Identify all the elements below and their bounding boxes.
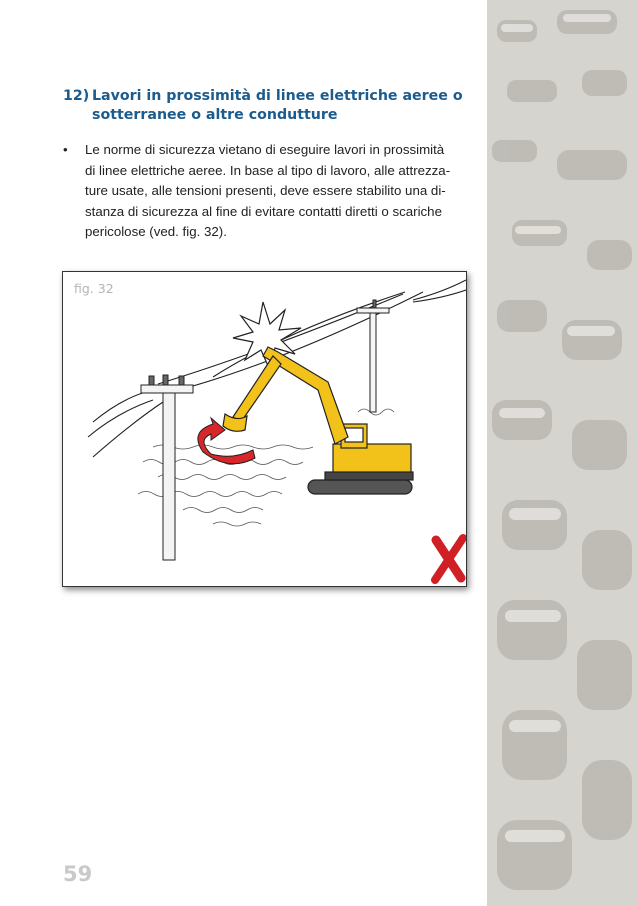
near-utility-pole xyxy=(141,375,193,560)
bullet-text xyxy=(85,140,480,243)
excavator-near-power-line-illustration xyxy=(63,272,466,586)
bullet-line: stanza di sicurezza al fine di evitare contatti diretti o scariche xyxy=(85,203,442,219)
forbidden-x-mark xyxy=(435,538,463,580)
excavator xyxy=(223,347,413,494)
bullet-line: Le norme di sicurezza vietano di eseguire lavori in prossimità xyxy=(85,142,445,157)
figure-32 xyxy=(62,271,467,587)
section-title-line1: Lavori in prossimità di linee elettriche aeree o xyxy=(92,88,463,104)
section-title-line2: sotterranee o altre condutture xyxy=(92,107,338,123)
sand-texture-strip xyxy=(487,0,638,906)
page-number: 59 xyxy=(63,862,93,886)
bullet-symbol: • xyxy=(63,142,68,157)
far-utility-pole xyxy=(357,300,389,412)
section-heading xyxy=(63,87,483,125)
section-number: 12) xyxy=(63,88,90,104)
bullet-line: pericolose (ved. fig. 32). xyxy=(85,224,227,239)
bullet-line: ture usate, alle tensioni presenti, deve essere stabilito una di- xyxy=(85,183,446,198)
bullet-line: di linee elettriche aeree. In base al tipo di lavoro, alle attrezza- xyxy=(85,162,451,178)
figure-label: fig. 32 xyxy=(74,281,114,296)
